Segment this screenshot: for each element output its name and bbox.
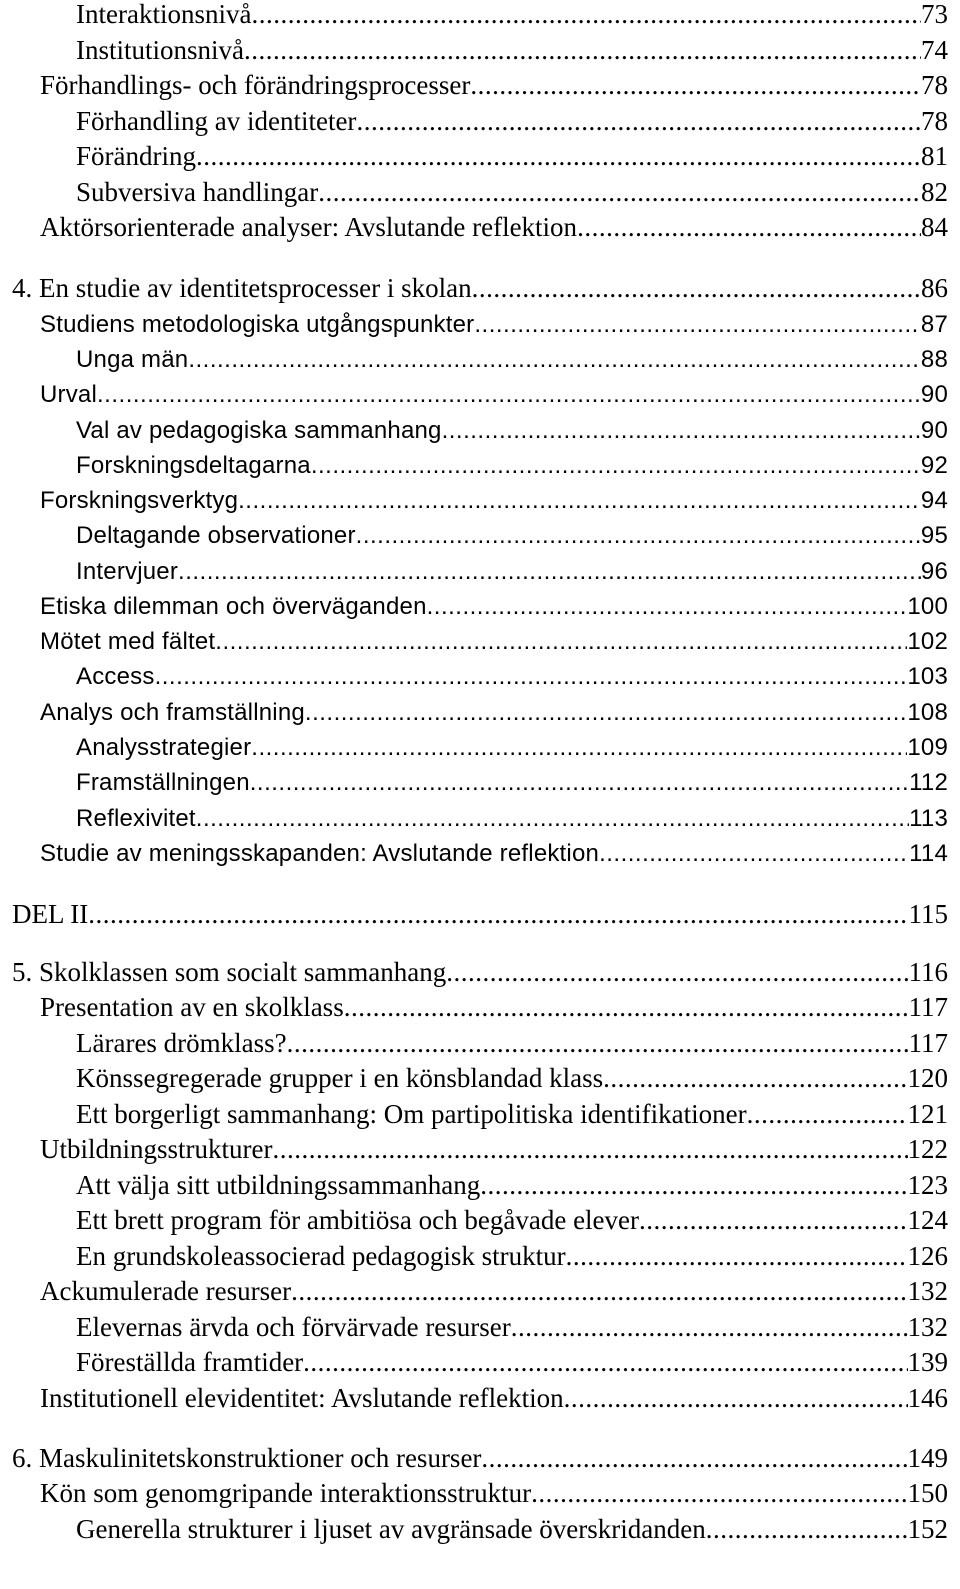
toc-leader-dots: [238, 482, 921, 520]
toc-leader-dots: [566, 1237, 908, 1275]
toc-entry-title: Institutionsnivå: [76, 35, 244, 65]
toc-leader-dots: [480, 1166, 907, 1204]
toc-entry-title: Analys och framställning: [40, 699, 305, 726]
toc-leader-dots: [599, 835, 909, 873]
toc-entry: [40, 1130, 948, 1168]
toc-leader-dots: [511, 1308, 908, 1346]
toc-entry: [76, 764, 948, 802]
toc-entry-title: Reflexivitet: [76, 805, 196, 832]
toc-entry: [76, 729, 948, 767]
toc-entry: [76, 553, 948, 591]
toc-leader-dots: [250, 764, 909, 802]
toc-leader-dots: [472, 269, 921, 307]
toc-leader-dots: [97, 376, 921, 414]
toc-entry-title: Access: [76, 663, 155, 690]
toc-leader-dots: [356, 517, 921, 555]
toc-page-number: 109: [907, 734, 948, 761]
toc-entry: [40, 1379, 948, 1417]
toc-page-number: 124: [907, 1205, 948, 1235]
toc-entry-title: Framställningen: [76, 769, 250, 796]
toc-entry-title: Institutionell elevidentitet: Avslutande reflektion: [40, 1383, 564, 1413]
toc-page-number: 81: [921, 141, 948, 171]
toc-entry-title: Utbildningsstrukturer: [40, 1134, 273, 1164]
toc-page-number: 108: [907, 699, 948, 726]
toc-entry-title: 6. Maskulinitetskonstruktioner och resurser: [12, 1443, 482, 1473]
toc-page-number: 132: [907, 1276, 948, 1306]
toc-entry: [12, 895, 948, 933]
toc-entry: [76, 447, 948, 485]
toc-page-number: 139: [907, 1347, 948, 1377]
toc-leader-dots: [318, 173, 921, 211]
toc-entry-title: DEL II: [12, 899, 89, 929]
toc-leader-dots: [305, 694, 907, 732]
toc-entry-title: Förändring: [76, 141, 196, 171]
toc-entry-title: Föreställda framtider: [76, 1347, 304, 1377]
toc-leader-dots: [291, 1272, 907, 1310]
toc-page-number: 78: [921, 70, 948, 100]
toc-leader-dots: [272, 1130, 907, 1168]
toc-entry: [40, 306, 948, 344]
toc-page-number: 152: [907, 1514, 948, 1544]
toc-page-number: 96: [920, 558, 948, 585]
toc-leader-dots: [196, 137, 921, 175]
toc-entry-title: Forskningsverktyg: [40, 487, 239, 514]
toc-entry: [40, 1272, 948, 1310]
toc-entry: [40, 623, 948, 661]
toc-page-number: 150: [907, 1478, 948, 1508]
toc-page-number: 115: [908, 899, 948, 929]
toc-page-number: 86: [921, 273, 948, 303]
toc-entry-title: Val av pedagogiska sammanhang: [76, 417, 442, 444]
toc-entry: [76, 1308, 948, 1346]
toc-entry-title: Generella strukturer i ljuset av avgränsade överskridanden: [76, 1514, 706, 1544]
toc-entry: [76, 1095, 948, 1133]
toc-leader-dots: [427, 588, 908, 626]
toc-entry: [76, 1237, 948, 1275]
toc-leader-dots: [577, 208, 921, 246]
toc-entry: [76, 102, 948, 140]
toc-page-number: 103: [907, 663, 948, 690]
toc-entry: [76, 1059, 948, 1097]
toc-leader-dots: [706, 1510, 908, 1548]
toc-page-number: 73: [921, 0, 948, 29]
toc-entry: [76, 800, 948, 838]
toc-entry-title: Förhandling av identiteter: [76, 106, 357, 136]
toc-entry-title: 4. En studie av identitetsprocesser i skolan: [12, 273, 472, 303]
toc-entry-title: Studie av meningsskapanden: Avslutande reflektion: [40, 840, 600, 867]
toc-entry: [76, 0, 948, 33]
toc-entry: [40, 835, 948, 873]
toc-entry: [40, 208, 948, 246]
toc-page-number: 123: [907, 1170, 948, 1200]
toc-entry: [40, 482, 948, 520]
toc-leader-dots: [188, 341, 921, 379]
toc-entry-title: Subversiva handlingar: [76, 177, 319, 207]
toc-entry: [40, 988, 948, 1026]
toc-entry: [76, 1343, 948, 1381]
toc-entry-title: Ett borgerligt sammanhang: Om partipolitiska identifikationer: [76, 1099, 747, 1129]
toc-entry-title: Könssegregerade grupper i en könsblandad klass: [76, 1063, 604, 1093]
toc-leader-dots: [474, 306, 921, 344]
toc-entry-title: Intervjuer: [76, 558, 179, 585]
toc-leader-dots: [196, 800, 909, 838]
toc-page-number: 74: [921, 35, 948, 65]
toc-entry-title: Elevernas ärvda och förvärvade resurser: [76, 1312, 511, 1342]
toc-entry-title: En grundskoleassocierad pedagogisk struktur: [76, 1241, 566, 1271]
toc-entry: [40, 376, 948, 414]
toc-leader-dots: [287, 1024, 909, 1062]
toc-page-number: 92: [920, 452, 948, 479]
toc-entry-title: Analysstrategier: [76, 734, 252, 761]
toc-page-number: 113: [909, 805, 948, 832]
toc-entry-title: Ett brett program för ambitiösa och begåvade elever: [76, 1205, 640, 1235]
toc-page-number: 112: [909, 769, 948, 796]
toc-leader-dots: [244, 31, 921, 69]
toc-entry-title: Mötet med fältet: [40, 628, 216, 655]
toc-leader-dots: [564, 1379, 908, 1417]
toc-entry: [40, 66, 948, 104]
toc-entry: [12, 1439, 948, 1477]
toc-entry-title: Lärares drömklass?: [76, 1028, 287, 1058]
toc-entry-title: Presentation av en skolklass: [40, 992, 344, 1022]
toc-page-number: 121: [907, 1099, 948, 1129]
toc-leader-dots: [639, 1201, 907, 1239]
toc-leader-dots: [311, 447, 921, 485]
toc-leader-dots: [442, 412, 921, 450]
toc-page-number: 120: [907, 1063, 948, 1093]
toc-entry: [76, 1201, 948, 1239]
toc-entry: [76, 517, 948, 555]
toc-page-number: 94: [920, 487, 948, 514]
toc-entry: [76, 31, 948, 69]
toc-entry: [12, 953, 948, 991]
toc-page-number: 87: [920, 311, 948, 338]
toc-entry: [76, 1024, 948, 1062]
toc-entry-title: Etiska dilemman och överväganden: [40, 593, 427, 620]
toc-page-number: 149: [907, 1443, 948, 1473]
toc-page-number: 100: [907, 593, 948, 620]
toc-entry-title: Förhandlings- och förändringsprocesser: [40, 70, 471, 100]
toc-entry-title: Aktörsorienterade analyser: Avslutande reflektion: [40, 212, 578, 242]
toc-entry-title: Forskningsdeltagarna: [76, 452, 311, 479]
toc-entry-title: Att välja sitt utbildningssammanhang: [76, 1170, 481, 1200]
toc-page-number: 146: [907, 1383, 948, 1413]
toc-page-number: 114: [909, 840, 948, 867]
toc-entry: [76, 173, 948, 211]
toc-page-number: 132: [907, 1312, 948, 1342]
toc-leader-dots: [251, 0, 921, 33]
toc-leader-dots: [303, 1343, 907, 1381]
toc-page-number: 102: [907, 628, 948, 655]
toc-entry-title: Unga män: [76, 346, 189, 373]
toc-entry-title: Urval: [40, 381, 98, 408]
toc-page-number: 126: [907, 1241, 948, 1271]
toc-entry: [40, 588, 948, 626]
toc-page-number: 90: [920, 417, 948, 444]
toc-page-number: 90: [920, 381, 948, 408]
toc-leader-dots: [88, 895, 908, 933]
toc-entry: [76, 1166, 948, 1204]
toc-leader-dots: [215, 623, 907, 661]
toc-page-number: 84: [921, 212, 948, 242]
toc-leader-dots: [178, 553, 921, 591]
toc-entry-title: Studiens metodologiska utgångspunkter: [40, 311, 475, 338]
toc-leader-dots: [155, 658, 908, 696]
toc-page-number: 117: [908, 1028, 948, 1058]
toc-entry: [12, 269, 948, 307]
toc-page-number: 78: [921, 106, 948, 136]
toc-entry: [40, 1474, 948, 1512]
toc-page-number: 95: [920, 522, 948, 549]
toc-leader-dots: [470, 66, 921, 104]
toc-page-number: 117: [908, 992, 948, 1022]
toc-entry: [76, 341, 948, 379]
toc-entry: [76, 137, 948, 175]
toc-page-number: 82: [921, 177, 948, 207]
toc-entry-title: Deltagande observationer: [76, 522, 356, 549]
toc-entry-title: Ackumulerade resurser: [40, 1276, 292, 1306]
toc-entry-title: 5. Skolklassen som socialt sammanhang: [12, 957, 447, 987]
toc-leader-dots: [344, 988, 909, 1026]
toc-entry: [76, 658, 948, 696]
toc-leader-dots: [251, 729, 907, 767]
toc-page-number: 88: [920, 346, 948, 373]
toc-entry-title: Interaktionsnivå: [76, 0, 252, 29]
toc-leader-dots: [446, 953, 908, 991]
toc-leader-dots: [531, 1474, 907, 1512]
toc-entry: [76, 1510, 948, 1548]
toc-leader-dots: [747, 1095, 908, 1133]
toc-entry: [76, 412, 948, 450]
toc-page-number: 122: [907, 1134, 948, 1164]
toc-page-number: 116: [908, 957, 948, 987]
toc-entry-title: Kön som genomgripande interaktionsstruktur: [40, 1478, 532, 1508]
toc-entry: [40, 694, 948, 732]
toc-leader-dots: [603, 1059, 907, 1097]
toc-leader-dots: [356, 102, 921, 140]
toc-leader-dots: [481, 1439, 907, 1477]
